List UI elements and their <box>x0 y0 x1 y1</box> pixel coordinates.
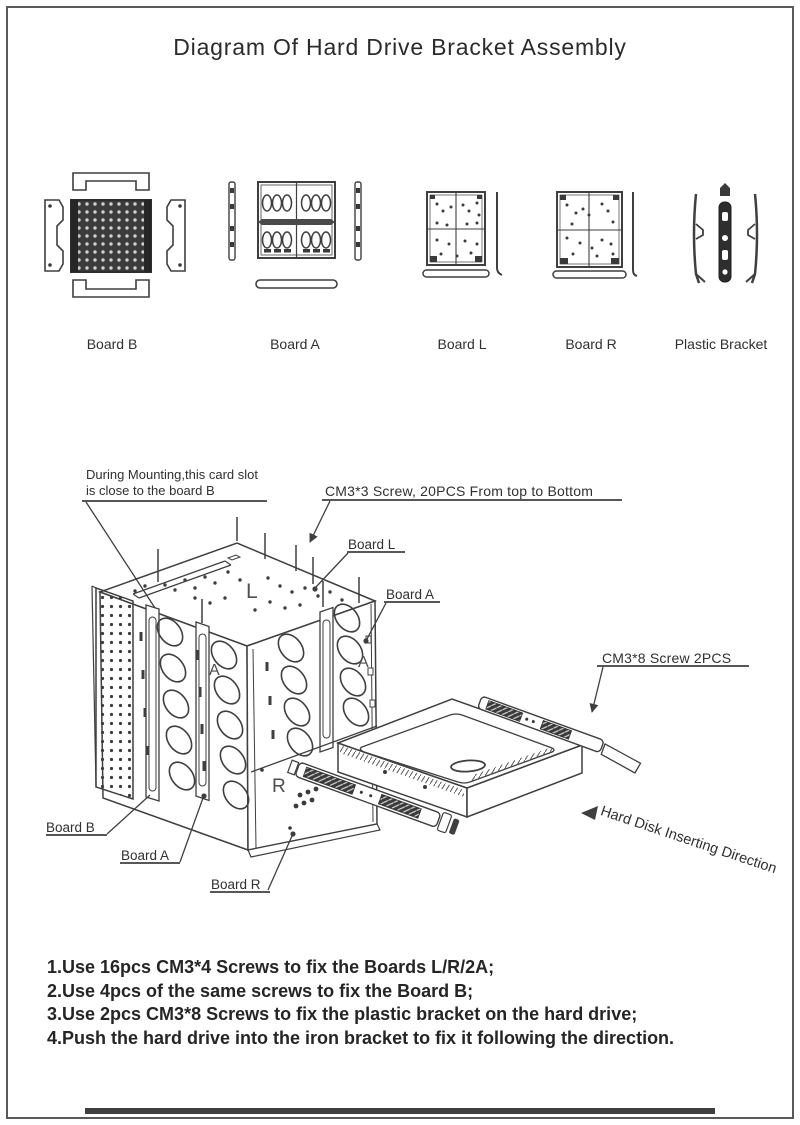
part-label-plastic-bracket: Plastic Bracket <box>674 336 768 352</box>
cage-face-label-l: L <box>246 580 258 603</box>
part-label-board-b: Board B <box>86 336 138 352</box>
cage-face-label-r: R <box>272 776 286 797</box>
callout-card-slot-line1: During Mounting,this card slot <box>86 467 258 482</box>
callout-cm3-3-screw: CM3*3 Screw, 20PCS From top to Bottom <box>325 483 594 499</box>
callout-cm3-8-screw: CM3*8 Screw 2PCS <box>602 650 732 666</box>
callout-board-b: Board B <box>46 820 95 835</box>
part-label-board-l: Board L <box>437 336 487 352</box>
instruction-step-3: 3.Use 2pcs CM3*8 Screws to fix the plastic bracket on the hard drive; <box>47 1004 638 1024</box>
page-title: Diagram Of Hard Drive Bracket Assembly <box>173 34 627 60</box>
callout-board-r: Board R <box>211 877 261 892</box>
board-a-thumbnail <box>225 170 365 300</box>
assembly-diagram <box>0 440 800 950</box>
instruction-step-1: 1.Use 16pcs CM3*4 Screws to fix the Boards L/R/2A; <box>47 957 495 977</box>
instruction-step-4: 4.Push the hard drive into the iron bracket to fix it following the direction. <box>47 1027 675 1048</box>
board-l-thumbnail <box>410 180 520 290</box>
callout-board-a-bottom: Board A <box>121 848 170 863</box>
bottom-rule <box>85 1108 715 1114</box>
callout-board-l: Board L <box>348 537 396 552</box>
instruction-list <box>47 956 674 1050</box>
instruction-step-2: 2.Use 4pcs of the same screws to fix the Board B; <box>47 980 474 1001</box>
callout-board-a-top: Board A <box>386 587 435 602</box>
cage-face-label-a-right: A <box>358 654 369 671</box>
board-b-panel <box>92 586 133 799</box>
part-label-board-r: Board R <box>565 336 617 352</box>
cage-face-label-a-left: A <box>209 662 220 679</box>
drive-cage <box>92 517 380 857</box>
board-r-thumbnail <box>545 180 655 290</box>
insert-direction-label: Hard Disk Inserting Direction <box>598 803 779 878</box>
plastic-bracket-thumbnail <box>675 180 775 290</box>
callout-card-slot-line2: is close to the board B <box>86 483 215 498</box>
part-label-board-a: Board A <box>270 336 320 352</box>
board-b-thumbnail <box>35 160 195 310</box>
insert-direction-arrowhead <box>581 806 598 820</box>
